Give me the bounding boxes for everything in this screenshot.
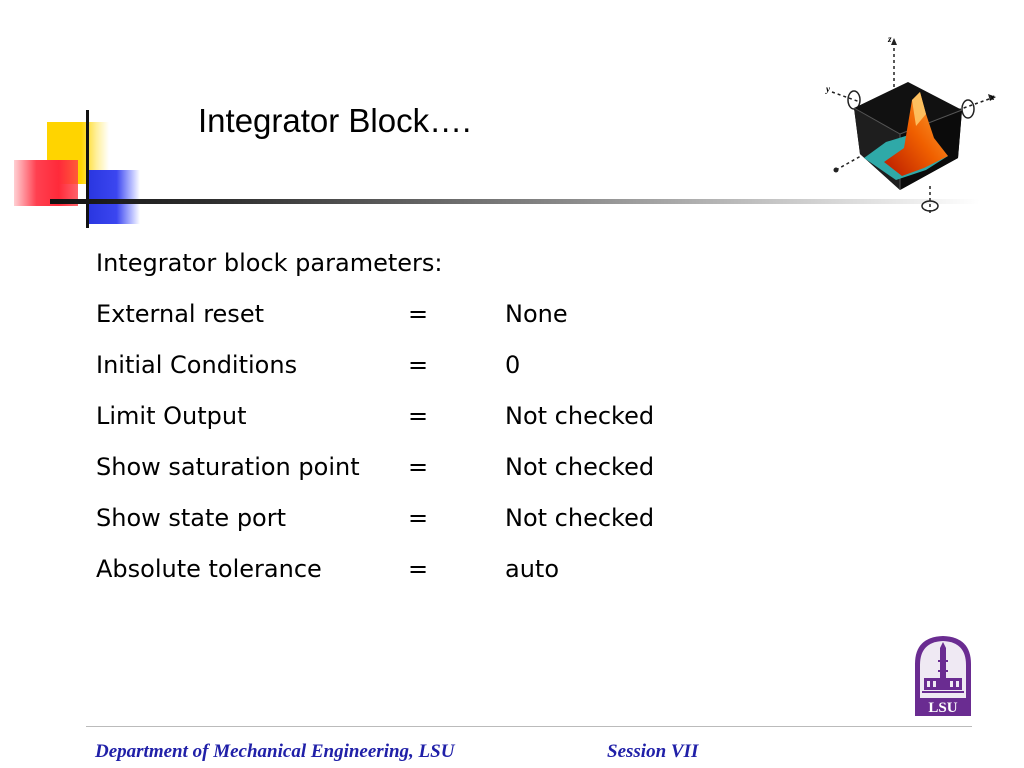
equals-sign: = [408,555,429,583]
equals-sign: = [408,402,429,430]
parameter-value: 0 [505,351,521,379]
parameter-row-show-saturation-point [96,448,765,499]
parameters-heading: Integrator block parameters: [96,249,443,277]
equals-sign: = [408,351,429,379]
parameter-label: External reset [96,300,264,328]
parameter-label: Show state port [96,504,287,532]
seal-text: LSU [928,700,958,716]
parameter-row-limit-output [96,397,765,448]
parameter-label: Limit Output [96,402,247,430]
footer-session: Session VII [607,741,699,762]
parameter-value: Not checked [505,453,655,481]
parameter-label: Show saturation point [96,453,360,481]
parameter-value: Not checked [505,504,655,532]
lsu-seal-icon [912,634,974,718]
parameter-label: Initial Conditions [96,351,298,379]
footer-department: Department of Mechanical Engineering, LSU [95,741,455,762]
parameter-value: Not checked [505,402,655,430]
slide-title: Integrator Block…. [198,102,472,139]
equals-sign: = [408,300,429,328]
parameter-row-initial-conditions [96,346,765,397]
parameter-row-absolute-tolerance [96,550,765,601]
decor-vertical-line [86,110,89,228]
parameter-row-show-state-port [96,499,765,550]
axis-y-label: y [826,84,830,94]
matlab-membrane-cube-icon [820,30,1005,220]
footer-divider [86,726,972,727]
axis-x-label: x [990,92,995,102]
parameter-row-external-reset [96,295,765,346]
parameter-label: Absolute tolerance [96,555,322,583]
axis-z-label: z [888,34,892,44]
decor-blue-square [88,170,140,224]
parameter-value: auto [505,555,560,583]
equals-sign: = [408,453,429,481]
parameter-value: None [505,300,568,328]
equals-sign: = [408,504,429,532]
parameter-list [96,244,765,601]
